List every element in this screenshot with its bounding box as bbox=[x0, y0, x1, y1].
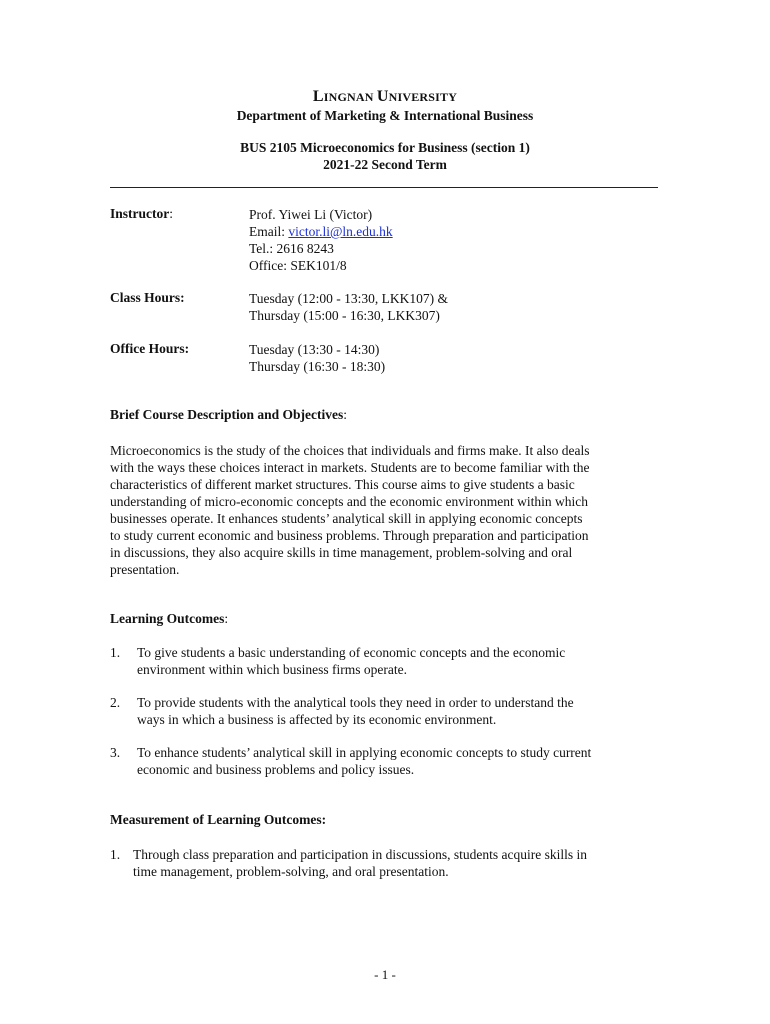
instructor-email-line bbox=[249, 223, 393, 240]
class-hours-label: Class Hours: bbox=[110, 290, 185, 305]
course-title: BUS 2105 Microeconomics for Business (section 1) bbox=[240, 140, 530, 155]
office-hours-line-1: Tuesday (13:30 - 14:30) bbox=[249, 342, 380, 357]
email-prefix: Email: bbox=[249, 224, 289, 239]
instructor-name: Prof. Yiwei Li (Victor) bbox=[249, 207, 373, 222]
measurement-item bbox=[110, 846, 660, 880]
instructor-email-link[interactable]: victor.li@ln.edu.hk bbox=[288, 224, 393, 239]
learning-outcomes-heading bbox=[110, 611, 228, 627]
class-hours-line-2: Thursday (15:00 - 16:30, LKK307) bbox=[249, 308, 440, 323]
university-initial-u: U bbox=[376, 88, 389, 105]
description-line: businesses operate. It enhances students’ analytical skill in applying economic concepts bbox=[110, 511, 583, 526]
learning-outcome-line: To provide students with the analytical tools they need in order to understand the bbox=[137, 695, 574, 710]
measurement-line: time management, problem-solving, and oral presentation. bbox=[133, 864, 449, 879]
description-line: understanding of micro-economic concepts and the economic environment within which bbox=[110, 494, 588, 509]
description-paragraph bbox=[110, 442, 660, 578]
university-rest-1: INGNAN bbox=[323, 90, 377, 104]
learning-outcomes-heading-text: Learning Outcomes bbox=[110, 611, 225, 626]
instructor-label-text: Instructor bbox=[110, 206, 170, 221]
description-line: characteristics of different market structures. This course aims to give students a basic bbox=[110, 477, 575, 492]
learning-outcome-item bbox=[110, 644, 660, 678]
learning-outcome-line: economic and business problems and policy issues. bbox=[137, 762, 415, 777]
learning-outcome-item bbox=[110, 694, 660, 728]
learning-outcome-text bbox=[137, 694, 660, 728]
description-line: Microeconomics is the study of the choices that individuals and firms make. It also deals bbox=[110, 443, 590, 458]
instructor-office: Office: SEK101/8 bbox=[249, 258, 347, 273]
description-heading-text: Brief Course Description and Objectives bbox=[110, 407, 344, 422]
learning-outcome-text bbox=[137, 744, 660, 778]
learning-outcome-number: 3. bbox=[110, 745, 121, 760]
measurement-heading: Measurement of Learning Outcomes: bbox=[110, 812, 327, 827]
description-heading bbox=[110, 407, 347, 423]
course-term: 2021-22 Second Term bbox=[323, 157, 447, 172]
instructor-details bbox=[249, 206, 393, 274]
university-name bbox=[0, 88, 770, 106]
university-initial-l: L bbox=[312, 88, 324, 105]
measurement-line: Through class preparation and participation in discussions, students acquire skills in bbox=[133, 847, 588, 862]
description-heading-colon: : bbox=[343, 407, 347, 422]
learning-outcome-line: To give students a basic understanding of economic concepts and the economic bbox=[137, 645, 566, 660]
instructor-label-colon: : bbox=[169, 206, 174, 221]
description-line: with the ways these choices interact in markets. Students are to become familiar with the bbox=[110, 460, 590, 475]
class-hours-details bbox=[249, 290, 448, 324]
office-hours-details bbox=[249, 341, 385, 375]
description-line: to study current economic and business problems. Through preparation and participation bbox=[110, 528, 589, 543]
instructor-tel: Tel.: 2616 8243 bbox=[249, 241, 334, 256]
class-hours-line-1: Tuesday (12:00 - 13:30, LKK107) & bbox=[249, 291, 448, 306]
university-rest-2: NIVERSITY bbox=[388, 90, 458, 104]
header-divider bbox=[110, 187, 658, 188]
learning-outcome-line: To enhance students’ analytical skill in applying economic concepts to study current bbox=[137, 745, 592, 760]
measurement-number: 1. bbox=[110, 847, 121, 862]
learning-outcome-line: environment within which business firms operate. bbox=[137, 662, 407, 677]
page-number: - 1 - bbox=[374, 967, 396, 982]
office-hours-line-2: Thursday (16:30 - 18:30) bbox=[249, 359, 386, 374]
learning-outcome-item bbox=[110, 744, 660, 778]
learning-outcomes-heading-colon: : bbox=[224, 611, 229, 626]
learning-outcome-number: 1. bbox=[110, 645, 121, 660]
office-hours-label: Office Hours: bbox=[110, 341, 190, 356]
department-name: Department of Marketing & International Business bbox=[236, 108, 534, 123]
instructor-label bbox=[110, 206, 173, 222]
measurement-text bbox=[133, 846, 660, 880]
learning-outcome-line: ways in which a business is affected by its economic environment. bbox=[137, 712, 497, 727]
description-line: in discussions, they also acquire skills in time management, problem-solving and oral bbox=[110, 545, 573, 560]
learning-outcome-number: 2. bbox=[110, 695, 121, 710]
learning-outcome-text bbox=[137, 644, 660, 678]
description-line: presentation. bbox=[110, 562, 180, 577]
